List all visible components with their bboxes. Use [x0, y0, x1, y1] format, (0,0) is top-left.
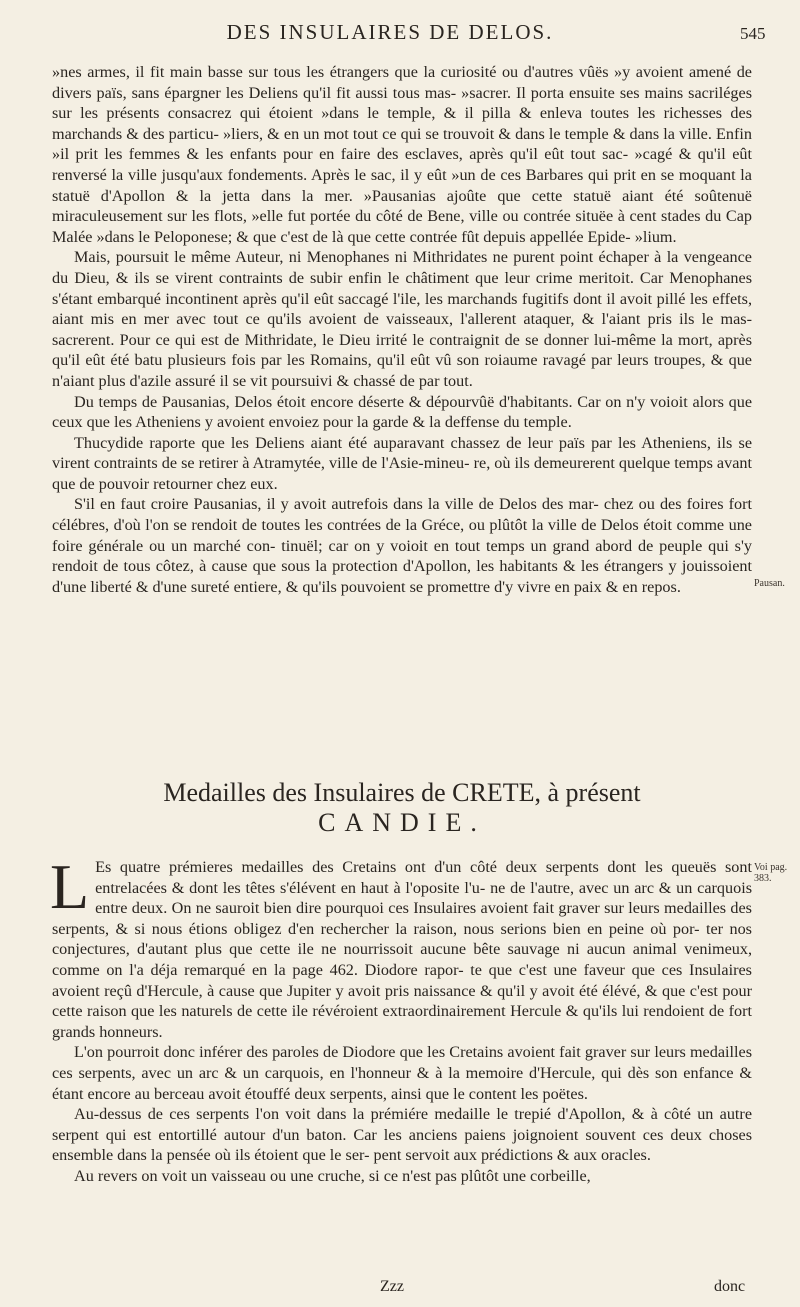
signature-mark: Zzz: [380, 1278, 404, 1295]
catchword: donc: [714, 1278, 746, 1295]
margin-note-voi-page: Voi pag. 383.: [754, 862, 788, 884]
paragraph-cretains-text: Es quatre prémieres medailles des Cretains ont d'un côté deux serpents dont les queuës sont entrelacées & dont les têtes s'élévent en haut à l'oposite l'u- ne de l'autre, avec un arc & un carquois entre deux. On ne sauroit bien dire pourquoi ces Insulaires avoient fait graver sur leurs medailles des serpents, & si nous étions obligez d'en rechercher la raison, nous serions bien en peine où por- ter nos conjectures, d'autant plus que cette ile ne nourrissoit aucune bête sauvage ni aucun animal venimeux, comme on l'a déja remarqué en la page 462. Diodore rapor- te que c'est une faveur que ces Insulaires avoient reçû d'Hercule, à cause que Jupiter y avoit pris naissance & qu'il y avoit été élévé, & que c'est pour cette raison que les naturels de cette ile révéroient extraordinairement Hercule & qu'ils lui rendoient de fort grands honneurs.: [52, 858, 752, 1041]
paragraph-diodore: L'on pourroit donc inférer des paroles de Diodore que les Cretains avoient fait graver sur leurs medailles ces serpents, avec un arc & un carquois, en l'honneur & à la memoire d'Hercule, qui dès son enfance & étant encore au berceau avoit étouffé deux serpents, ainsi que le content les poëtes.: [52, 1043, 752, 1103]
margin-note-pausanias: Pausan.: [754, 578, 785, 589]
paragraph-trepie: Au-dessus de ces serpents l'on voit dans la prémiére medaille le trepié d'Apollon, & à côté un autre serpent qui est entortillé autour d'un baton. Car les anciens paiens joignoient souvent ces deux choses ensemble dans la pensée où ils étoient que le ser- pent servoit aux prédictions & aux oracles.: [52, 1105, 752, 1165]
drop-cap: L: [50, 851, 90, 922]
page-number: 545: [740, 24, 766, 43]
paragraph-quote: »nes armes, il fit main basse sur tous les étrangers que la curiosité ou d'autres vûës »y avoient amené de divers païs, sans épargner les Deliens qu'il fit aussi tous mas- »sacrer. Il porta ensuite ses mains sacriléges sur les présents consacrez qui étoient »dans le temple, & il pilla & enleva toutes les richesses des marchands & des particu- »liers, & en un mot tout ce qui se trouvoit & dans le temple & dans la ville. Enfin »il prit les femmes & les enfants pour en faire des esclaves, après qu'il eût tout sac- »cagé & qu'il eût renversé la ville jusqu'aux fondements. Après le sac, il y eût »un de ces Barbares qui prit en se moquant la statuë d'Apollon & la jetta dans la mer. »Pausanias ajoûte que cette statuë aiant été soûtenuë miraculeusement sur les flots, »elle fut portée du côté de Bene, ville ou contrée situëe à cent stades du Cap Malée »dans le Peloponese; & que c'est de là que cette contrée fût depuis appellée Epide- »lium.: [52, 63, 752, 246]
paragraph-revers: Au revers on voit un vaisseau ou une cruche, si ce n'est pas plûtôt une corbeille,: [74, 1166, 591, 1185]
paragraph-cretains: [50, 851, 752, 1042]
section-text: [50, 851, 752, 1187]
section-title-line2: CANDIE.: [318, 808, 486, 837]
paragraph-menophanes: Mais, poursuit le même Auteur, ni Menophanes ni Mithridates ne purent point échaper à la vengeance du Dieu, & ils se virent contraints de subir enfin le châtiment que leur crime meritoit. Car Menophanes s'étant embarqué incontinent après qu'il eût saccagé l'ile, les marchands fugitifs dont il avoit pillé les effets, aiant mis en mer avec tout ce qu'ils avoient de vaisseaux, l'allerent ataquer, & l'aiant pris ils le mas- sacrerent. Pour ce qui est de Mithridate, le Dieu irrité le contraignit de se donner lui-même la mort, après qu'il eût été batu plusieurs fois par les Romains, qu'il eût vû son roiaume ravagé par leurs troupes, & que n'aiant plus d'azile assuré il se vit poursuivi & chassé de par tout.: [52, 248, 752, 390]
paragraph-thucydide: Thucydide raporte que les Deliens aiant été auparavant chassez de leur païs par les Atheniens, ils se virent contraints de se retirer à Atramytée, ville de l'Asie-mineu- re, où ils demeurerent quelque temps avant que de pouvoir retourner chez eux.: [52, 433, 752, 493]
main-text: [52, 62, 752, 597]
paragraph-pausanias: Du temps de Pausanias, Delos étoit encore déserte & dépourvûë d'habitants. Car on n'y voioit alors que ceux que les Atheniens y avoient envoiez pour la garde & la deffense du temple.: [52, 392, 752, 432]
section-title-line1: Medailles des Insulaires de CRETE, à présent: [163, 778, 641, 807]
section-heading: [52, 778, 752, 838]
paragraph-foires: S'il en faut croire Pausanias, il y avoit autrefois dans la ville de Delos des mar- chez ou des foires fort célébres, d'où l'on se rendoit de toutes les contrées de la Gréce, ou plûtôt la ville de Delos étoit comme une foire générale ou un marché con- tinuël; car on y voioit en tout temps un grand abord de peuple qui s'y rendoit de tous côtez, à cause que sous la protection d'Apollon, les habitants & les étrangers y jouissoient d'une liberté & d'une sureté entiere, & qu'ils pouvoient se promettre d'y vivre en paix & en repos.: [52, 495, 752, 596]
running-head: DES INSULAIRES DE DELOS.: [226, 20, 554, 44]
